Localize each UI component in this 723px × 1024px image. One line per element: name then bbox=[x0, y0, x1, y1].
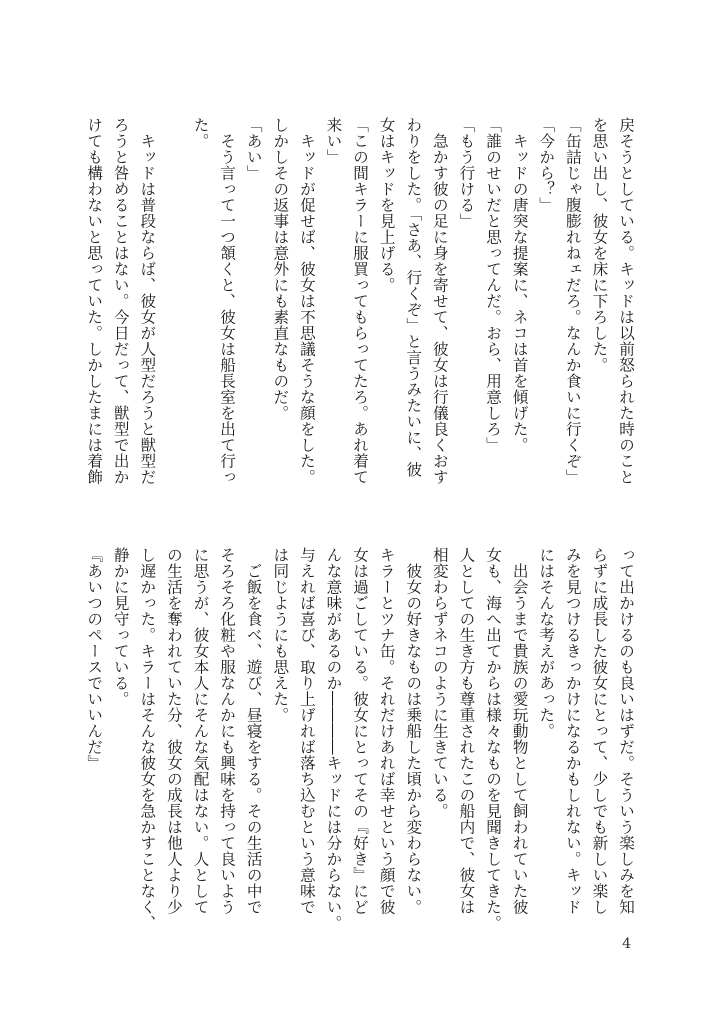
text-line: 「あい」 bbox=[244, 117, 263, 181]
text-block-top bbox=[81, 117, 639, 485]
text-line: 戻そうとしている。キッドは以前怒られた時のこと bbox=[617, 117, 635, 485]
text-line: にはそんな考えがあった。 bbox=[537, 547, 556, 739]
text-line: 急かす彼の足に身を寄せて、彼女は行儀良くおす bbox=[430, 117, 449, 485]
page-number: 4 bbox=[622, 936, 631, 952]
text-line: みを見つけるきっかけになるかもしれない。キッド bbox=[563, 547, 582, 915]
text-block-bottom bbox=[81, 547, 639, 931]
text-line: 女はキッドを見上げる。 bbox=[377, 117, 396, 293]
text-line: わりをした。「さあ、行くぞ」と言うみたいに、彼 bbox=[404, 117, 423, 478]
text-line: 「缶詰じゃ腹膨れねェだろ。なんか食いに行くぞ」 bbox=[563, 117, 582, 485]
text-line: んな意味があるのか――――キッドには分からない。 bbox=[324, 547, 343, 931]
text-line: た。 bbox=[191, 117, 210, 149]
text-line: 相変わらずネコのように生きている。 bbox=[430, 547, 449, 819]
text-line: って出かけるのも良いはずだ。そういう楽しみを知 bbox=[617, 547, 635, 915]
text-line: に思うが、彼女本人にそんな気配はない。人として bbox=[191, 547, 210, 915]
text-line: 「この間キラーに服買ってもらってたろ。あれ着て bbox=[351, 117, 370, 485]
text-line: キッドの唐突な提案に、ネコは首を傾げた。 bbox=[510, 117, 529, 453]
text-line: 彼女の好きなものは乗船した頃から変わらない。 bbox=[404, 547, 423, 915]
text-line: 女も、海へ出てからは様々なものを見聞きしてきた。 bbox=[484, 547, 503, 931]
text-line: キラーとツナ缶。それだけあれば幸せという顔で彼 bbox=[377, 547, 396, 915]
text-line: 静かに見守っている。 bbox=[111, 547, 130, 707]
text-line: 「今から？」 bbox=[537, 117, 556, 213]
text-line: 「誰のせいだと思ってんだ。おら、用意しろ」 bbox=[484, 117, 503, 453]
text-line: 女は過ごしている。彼女にとってその『好き』にど bbox=[351, 547, 370, 915]
text-line: そう言って一つ頷くと、彼女は船長室を出て行っ bbox=[218, 117, 237, 485]
text-line: は同じようにも思えた。 bbox=[271, 547, 290, 723]
text-line: けても構わないと思っていた。しかしたまには着飾 bbox=[85, 117, 104, 485]
text-line: 「もう行ける」 bbox=[457, 117, 476, 229]
text-line: ご飯を食べ、遊び、昼寝をする。その生活の中で bbox=[244, 547, 263, 915]
text-line: 出会うまで貴族の愛玩動物として飼われていた彼 bbox=[510, 547, 529, 915]
text-line: 来い」 bbox=[324, 117, 343, 165]
text-line: そろそろ化粧や服なんかにも興味を持って良いよう bbox=[218, 547, 237, 915]
text-line: らずに成長した彼女にとって、少しでも新しい楽し bbox=[590, 547, 609, 915]
text-line: 『あいつのペースでいいんだ』 bbox=[85, 547, 104, 771]
text-line: し遅かった。キラーはそんな彼女を急かすことなく、 bbox=[138, 547, 157, 931]
text-line: ろうと咎めることはない。今日だって、獣型で出か bbox=[111, 117, 130, 485]
text-line: キッドが促せば、彼女は不思議そうな顔をした。 bbox=[297, 117, 316, 485]
text-line: の生活を奪われていた分、彼女の成長は他人より少 bbox=[164, 547, 183, 915]
text-line: 与えれば喜び、取り上げれば落ち込むという意味で bbox=[297, 547, 316, 915]
text-line: しかしその返事は意外にも素直なものだ。 bbox=[271, 117, 290, 421]
text-line: キッドは普段ならば、彼女が人型だろうと獣型だ bbox=[138, 117, 157, 485]
text-line: を思い出し、彼女を床に下ろした。 bbox=[590, 117, 609, 373]
text-line: 人としての生き方も尊重されたこの船内で、彼女は bbox=[457, 547, 476, 915]
text-line bbox=[160, 117, 187, 467]
